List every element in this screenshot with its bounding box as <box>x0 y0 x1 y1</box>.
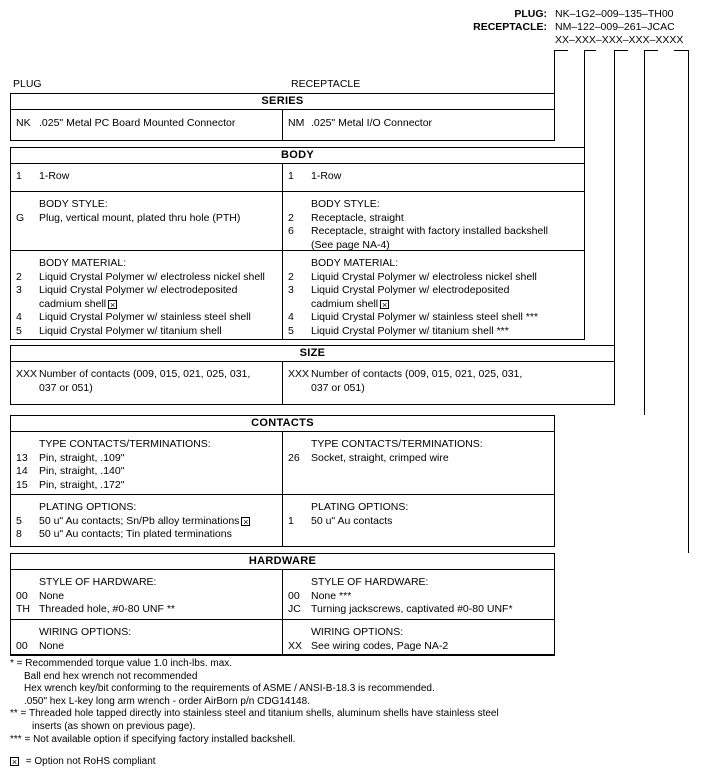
option-code: 00 <box>288 589 300 602</box>
section-hardware <box>10 553 555 655</box>
body-style-plug <box>11 192 282 225</box>
option-code <box>283 626 311 640</box>
option-line <box>11 479 282 493</box>
plating-options-receptacle <box>283 495 703 528</box>
hardware-style-group <box>11 570 554 619</box>
option-code: 6 <box>288 225 294 237</box>
option-line <box>283 311 703 325</box>
section-series <box>10 93 555 141</box>
option-code <box>283 257 311 271</box>
option-line <box>283 368 703 382</box>
option-heading: TYPE CONTACTS/TERMINATIONS: <box>39 438 211 450</box>
option-code: 2 <box>16 270 22 283</box>
option-text: 037 or 051) <box>311 381 365 394</box>
footnote: * = Recommended torque value 1.0 inch-lbs. max. <box>10 658 233 669</box>
option-code <box>283 198 311 212</box>
option-text: Pin, straight, .140" <box>39 465 125 477</box>
option-text: .025" Metal PC Board Mounted Connector <box>39 117 236 129</box>
contact-type-plug <box>11 432 282 492</box>
option-line <box>11 452 282 466</box>
option-line <box>283 257 703 271</box>
option-line <box>283 452 703 466</box>
series-plug-options <box>11 110 282 131</box>
series-receptacle-options <box>283 110 703 131</box>
contact-type-receptacle <box>283 432 703 465</box>
option-code: 13 <box>16 451 28 464</box>
rohs-noncompliant-icon <box>10 757 19 766</box>
section-title-size: SIZE <box>11 346 614 362</box>
footnote: Hex wrench key/bit conforming to the requirements of ASME / ANSI-B-18.3 is recommended. <box>24 683 435 695</box>
option-code: 5 <box>288 324 294 337</box>
option-text: .025" Metal I/O Connector <box>311 117 433 129</box>
option-code: 14 <box>16 465 28 477</box>
size-plug-options <box>11 362 282 395</box>
section-title-hardware: HARDWARE <box>11 554 554 570</box>
option-text: Liquid Crystal Polymer w/ titanium shell <box>39 324 222 337</box>
section-title-contacts: CONTACTS <box>11 416 554 432</box>
option-code: 3 <box>16 284 22 296</box>
option-text: Socket, straight, crimped wire <box>311 451 449 464</box>
option-code: 1 <box>16 170 22 182</box>
part-number-row <box>473 21 707 34</box>
option-text: cadmium shell× <box>39 298 282 312</box>
option-text: Liquid Crystal Polymer w/ stainless steel shell <box>39 311 251 323</box>
option-text: None <box>39 589 65 602</box>
option-text: See wiring codes, Page NA-2 <box>311 639 449 652</box>
option-line <box>283 626 703 640</box>
plug-part-number-value: NK–1G2–009–135–TH00 <box>555 8 674 20</box>
option-text: Liquid Crystal Polymer w/ electrodeposited <box>39 284 238 296</box>
body-style-group <box>11 191 584 250</box>
option-line <box>11 501 282 515</box>
option-code <box>11 501 39 515</box>
option-heading: BODY MATERIAL: <box>311 257 399 269</box>
plating-options-group <box>11 494 554 546</box>
section-title-series: SERIES <box>11 94 554 110</box>
option-code <box>11 198 39 212</box>
option-line <box>11 212 282 226</box>
column-header-plug: PLUG <box>13 78 42 90</box>
option-code: 1 <box>288 170 294 182</box>
part-number-row <box>473 34 707 47</box>
option-text: Liquid Crystal Polymer w/ electroless nickel shell <box>311 270 537 283</box>
option-code <box>283 382 311 396</box>
option-line <box>11 626 282 640</box>
option-line <box>283 640 703 654</box>
option-line <box>11 438 282 452</box>
option-text: Number of contacts (009, 015, 021, 025, 031, <box>311 368 523 380</box>
section-size <box>10 345 615 405</box>
body-material-receptacle <box>283 251 703 338</box>
option-text: cadmium shell× <box>311 298 703 312</box>
option-code: XX <box>288 639 303 652</box>
option-code <box>11 438 39 452</box>
option-code <box>11 257 39 271</box>
option-code <box>11 626 39 640</box>
leader-line <box>614 50 615 345</box>
plug-part-number-label: PLUG: <box>514 8 547 20</box>
wiring-options-plug <box>11 620 282 653</box>
option-code: 1 <box>288 514 294 527</box>
footnote: ** = Threaded hole tapped directly into stainless steel and titanium shells, aluminum shells have stainless steel <box>10 708 499 720</box>
option-line <box>11 311 282 325</box>
option-line <box>283 576 703 590</box>
body-material-group <box>11 250 584 339</box>
option-line <box>11 576 282 590</box>
footnote: inserts (as shown on previous page). <box>32 720 196 732</box>
receptacle-part-number-label: RECEPTACLE: <box>473 21 547 33</box>
option-line <box>283 117 703 131</box>
option-code: 8 <box>16 528 22 540</box>
option-text: 1-Row <box>39 170 70 182</box>
option-code: TH <box>16 603 30 615</box>
option-code: 00 <box>16 589 28 602</box>
option-code: 4 <box>288 311 294 323</box>
option-code: 26 <box>288 451 300 464</box>
option-text: 50 u" Au contacts <box>311 514 393 527</box>
leader-line <box>644 50 658 51</box>
section-title-body: BODY <box>11 148 584 164</box>
option-code <box>11 382 39 396</box>
option-code: NM <box>288 117 305 129</box>
footnote: Ball end hex wrench not recommended <box>24 670 198 682</box>
option-text: Receptacle, straight <box>311 211 404 224</box>
option-line <box>11 465 282 479</box>
wiring-options-group <box>11 619 554 655</box>
option-line <box>11 515 282 529</box>
hardware-style-plug <box>11 570 282 617</box>
option-text: (See page NA-4) <box>311 238 390 251</box>
option-line <box>11 170 282 184</box>
generic-part-number-value: XX–XXX–XXX–XXX–XXXX <box>555 34 684 46</box>
option-line <box>283 225 703 239</box>
generic-part-number-label <box>547 34 555 47</box>
option-code: 2 <box>288 270 294 283</box>
option-code: NK <box>16 117 31 129</box>
option-code: 5 <box>16 514 22 527</box>
option-code: XXX <box>288 368 310 380</box>
option-line <box>283 212 703 226</box>
option-heading: PLATING OPTIONS: <box>39 501 137 513</box>
rohs-noncompliant-icon <box>108 300 117 309</box>
option-line <box>11 368 282 382</box>
option-line <box>11 257 282 271</box>
option-line <box>283 198 703 212</box>
option-line <box>11 271 282 285</box>
option-code <box>11 298 39 312</box>
option-text: None <box>39 639 65 652</box>
option-code: G <box>16 211 25 224</box>
section-contacts <box>10 415 555 547</box>
option-line <box>11 117 282 131</box>
option-code: 4 <box>16 311 22 323</box>
hardware-style-receptacle <box>283 570 703 617</box>
option-line <box>11 382 282 396</box>
option-line <box>11 284 282 298</box>
option-line <box>283 284 703 298</box>
section-body <box>10 147 585 340</box>
leader-line <box>554 50 568 51</box>
option-text: Pin, straight, .109" <box>39 451 125 464</box>
part-number-row <box>473 8 707 21</box>
plating-options-plug <box>11 495 282 542</box>
option-text: Threaded hole, #0-80 UNF ** <box>39 603 175 615</box>
column-headers <box>10 78 707 92</box>
option-line <box>283 298 703 312</box>
option-line <box>283 590 703 604</box>
body-row-group <box>11 164 584 191</box>
size-receptacle-options <box>283 362 703 395</box>
leader-line <box>644 50 645 415</box>
option-heading: STYLE OF HARDWARE: <box>39 576 157 588</box>
option-heading: BODY STYLE: <box>311 198 380 210</box>
option-line <box>283 170 703 184</box>
option-text: Liquid Crystal Polymer w/ electrodeposited <box>311 284 510 296</box>
option-text: Liquid Crystal Polymer w/ titanium shell *** <box>311 324 509 337</box>
option-text: 50 u" Au contacts; Sn/Pb alloy terminations× <box>39 515 282 529</box>
rohs-noncompliant-icon <box>241 517 250 526</box>
receptacle-part-number-value: NM–122–009–261–JCAC <box>555 21 675 33</box>
option-text: Pin, straight, .172" <box>39 478 125 491</box>
option-line <box>283 438 703 452</box>
leader-line <box>614 50 628 51</box>
leader-line <box>674 50 688 51</box>
option-line <box>11 298 282 312</box>
rohs-noncompliant-icon <box>380 300 389 309</box>
option-code <box>283 298 311 312</box>
option-line <box>283 515 703 529</box>
option-code: 5 <box>16 324 22 337</box>
option-code: 3 <box>288 284 294 296</box>
option-line <box>11 640 282 654</box>
leader-line <box>584 50 596 51</box>
option-text: 037 or 051) <box>39 381 93 394</box>
option-text: 50 u" Au contacts; Tin plated terminations <box>39 528 232 540</box>
rohs-legend-text: = Option not RoHS compliant <box>25 756 156 768</box>
option-text: Number of contacts (009, 015, 021, 025, 031, <box>39 368 251 380</box>
option-heading: PLATING OPTIONS: <box>311 501 409 513</box>
footnote: *** = Not available option if specifying factory installed backshell. <box>10 733 296 745</box>
option-heading: BODY STYLE: <box>39 198 108 210</box>
option-text: Liquid Crystal Polymer w/ electroless nickel shell <box>39 270 265 283</box>
option-code <box>283 576 311 590</box>
part-number-examples <box>473 8 707 47</box>
option-code <box>283 501 311 515</box>
option-heading: WIRING OPTIONS: <box>311 626 404 638</box>
body-style-receptacle <box>283 192 703 252</box>
option-text: Plug, vertical mount, plated thru hole (PTH) <box>39 211 241 224</box>
leader-line <box>688 50 689 553</box>
option-line <box>11 198 282 212</box>
option-code: 15 <box>16 478 28 491</box>
column-header-receptacle: RECEPTACLE <box>291 78 361 90</box>
option-text: None *** <box>311 589 352 602</box>
option-text: Liquid Crystal Polymer w/ stainless steel shell *** <box>311 311 539 323</box>
option-line <box>283 271 703 285</box>
leader-line <box>10 655 555 656</box>
rohs-legend <box>10 756 700 769</box>
option-line <box>283 382 703 396</box>
wiring-options-receptacle <box>283 620 703 653</box>
option-line <box>283 501 703 515</box>
footnote: .050" hex L-key long arm wrench - order AirBorn p/n CDG14148. <box>24 695 310 707</box>
body-material-plug <box>11 251 282 338</box>
option-line <box>11 325 282 339</box>
option-code: XXX <box>16 368 38 380</box>
option-heading: TYPE CONTACTS/TERMINATIONS: <box>311 438 483 450</box>
option-text: 1-Row <box>311 170 342 182</box>
option-line <box>11 528 282 542</box>
option-text: Turning jackscrews, captivated #0-80 UNF* <box>311 603 513 615</box>
option-code: JC <box>288 603 301 615</box>
body-rows-receptacle <box>283 164 703 184</box>
option-line <box>283 603 703 617</box>
option-line <box>283 325 703 339</box>
option-line <box>11 603 282 617</box>
option-code: 2 <box>288 211 294 224</box>
option-code: 00 <box>16 639 28 652</box>
option-heading: WIRING OPTIONS: <box>39 626 132 638</box>
leader-line <box>554 50 555 93</box>
contact-type-group <box>11 432 554 494</box>
option-line <box>11 590 282 604</box>
option-heading: STYLE OF HARDWARE: <box>311 576 429 588</box>
option-text: Receptacle, straight with factory installed backshell <box>311 225 548 237</box>
leader-line <box>584 50 585 147</box>
body-rows-plug <box>11 164 282 184</box>
option-code <box>283 438 311 452</box>
footnotes <box>10 658 700 769</box>
option-code <box>11 576 39 590</box>
option-heading: BODY MATERIAL: <box>39 257 127 269</box>
